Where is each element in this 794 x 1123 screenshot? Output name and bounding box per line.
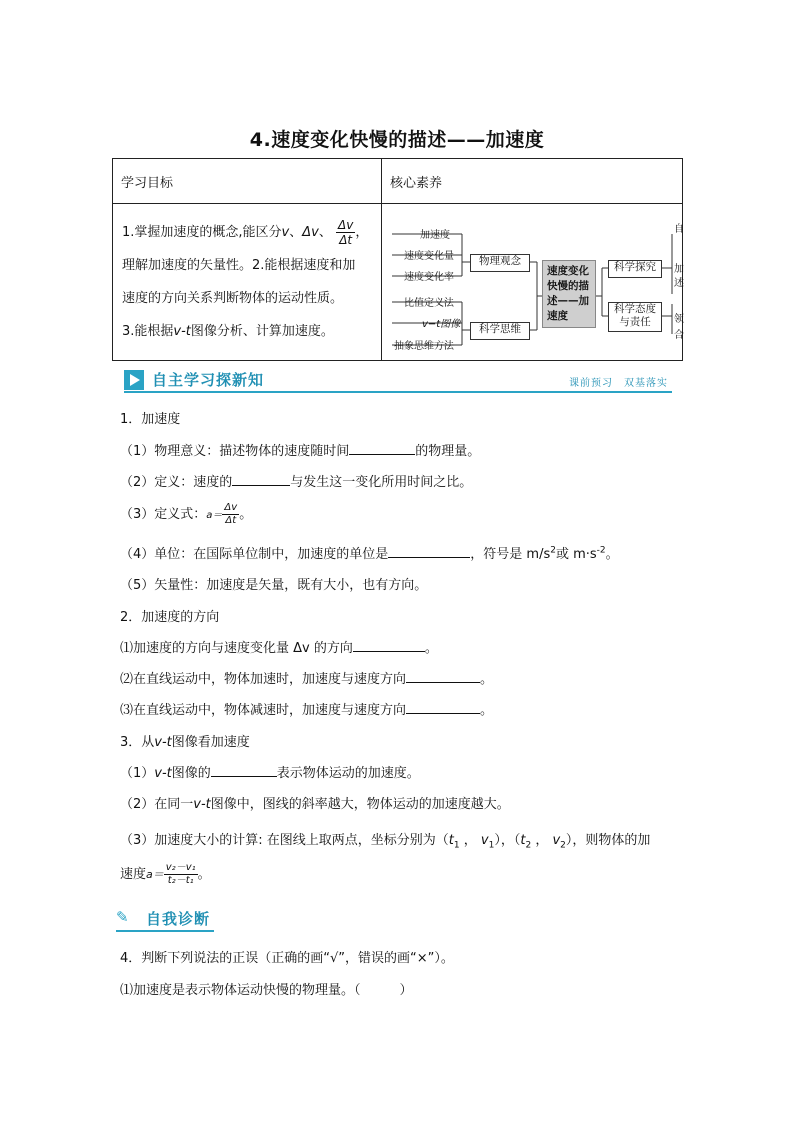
section-banner: [124, 369, 672, 393]
self-diagnosis-title: 自我诊断: [146, 910, 211, 928]
goal-line-2: 理解加速度的矢量性。2.能根据速度和加: [122, 258, 356, 273]
goals-header-cell: [113, 159, 382, 204]
text-line: （1）物理意义：描述物体的速度随时间 的物理量。: [120, 444, 481, 459]
mm-center-topic: 速度变化 快慢的描 述——加 速度: [542, 260, 596, 328]
text-line: （1）v-t图像的 表示物体运动的加速度。: [120, 766, 420, 781]
mindmap-diagram: [382, 204, 682, 360]
text-line: （2）定义：速度的 与发生这一变化所用时间之比。: [120, 475, 473, 490]
pencil-check-icon: ✎: [116, 908, 129, 926]
text-line: 速度a＝ $\frac{\text{v₂－v₁}}{\text{t₂－t₁}}$ 。: [120, 862, 211, 886]
heading-acceleration: 1．加速度: [120, 412, 181, 427]
mm-item: 速度变化量: [404, 251, 454, 262]
text-line: ⑴加速度的方向与速度变化量 Δv 的方向 。: [120, 641, 438, 656]
literacy-header: 核心素养: [390, 175, 443, 191]
mm-item: 比值定义法: [404, 298, 454, 309]
mm-concept-thinking: 科学思维: [470, 322, 530, 340]
mm-item: 加速度: [420, 230, 450, 241]
text-line: （5）矢量性：加速度是矢量，既有大小，也有方向。: [120, 578, 428, 593]
mm-item: 速度变化率: [404, 272, 454, 283]
literacy-header-cell: [382, 159, 683, 204]
mm-concept-physics: 物理观念: [470, 254, 530, 272]
mm-item: v−t图像: [422, 319, 461, 330]
mm-edge-char: 述: [674, 278, 684, 289]
fill-blank: [232, 473, 290, 486]
section-subtitle: 课前预习 双基落实: [569, 378, 668, 389]
fill-blank: [406, 670, 480, 683]
section-title: 自主学习探新知: [152, 371, 265, 389]
text-line: （4）单位：在国际单位制中，加速度的单位是 ，符号是 $m/s^2$或 $m\cdot s^{-2}$。: [120, 545, 619, 562]
mm-edge-char: 自: [674, 224, 684, 235]
goals-table: [112, 158, 683, 361]
text-line: （3）定义式：a＝ $\frac{\Delta v}{\Delta t}$ 。: [120, 502, 253, 526]
play-triangle-icon: [124, 370, 144, 390]
fill-blank: [388, 545, 470, 558]
goals-text: [114, 210, 380, 354]
text-line: ⑵在直线运动中，物体加速时，加速度与速度方向 。: [120, 672, 494, 687]
text-line: （2）在同一v-t图像中，图线的斜率越大，物体运动的加速度越大。: [120, 797, 510, 812]
acceleration-fraction: $\frac{\text{v₂－v₁}}{\text{t₂－t₁}}$: [165, 862, 196, 886]
heading-vt: 3．从v-t图像看加速度: [120, 735, 250, 750]
fill-blank: [406, 701, 480, 714]
text-line: ⑴加速度是表示物体运动快慢的物理量。（ ）: [120, 983, 413, 998]
fill-blank: [349, 442, 415, 455]
mm-science-attitude: 科学态度 与责任: [608, 302, 662, 332]
page-title: 4.速度变化快慢的描述——加速度: [249, 129, 545, 151]
mindmap-cell: [382, 204, 683, 361]
heading-direction: 2．加速度的方向: [120, 610, 220, 625]
text-line: （3）加速度大小的计算: 在图线上取两点，坐标分别为（$t_1$ ， $v_1$），（$t_2$ ， $v_2$），则物体的加: [120, 833, 651, 851]
mm-edge-char: 领: [674, 314, 684, 325]
mm-edge-char: 加: [674, 264, 684, 275]
text-line: 4．判断下列说法的正误（正确的画“√”，错误的画“×”）。: [120, 951, 454, 966]
goal-line-1: 1.掌握加速度的概念,能区分v、Δv、 $\frac{\Delta v}{\Delta t}$ ，: [122, 218, 369, 247]
goals-header: 学习目标: [121, 175, 174, 191]
fill-blank: [211, 764, 277, 777]
mm-item: 抽象思维方法: [394, 341, 454, 352]
fill-blank: [353, 639, 425, 652]
underline-divider: [116, 930, 214, 932]
text-line: ⑶在直线运动中，物体减速时，加速度与速度方向 。: [120, 703, 494, 718]
mm-science-inquiry: 科学探究: [608, 260, 662, 278]
mm-edge-char: 合: [674, 330, 684, 341]
delta-v-over-delta-t: $\frac{\Delta v}{\Delta t}$: [338, 218, 354, 247]
goal-line-3: 速度的方向关系判断物体的运动性质。: [122, 291, 344, 306]
goals-text-cell: [113, 204, 382, 361]
definition-fraction: $\frac{\Delta v}{\Delta t}$: [224, 502, 238, 526]
goal-line-4: 3.能根据v-t图像分析、计算加速度。: [122, 324, 334, 339]
